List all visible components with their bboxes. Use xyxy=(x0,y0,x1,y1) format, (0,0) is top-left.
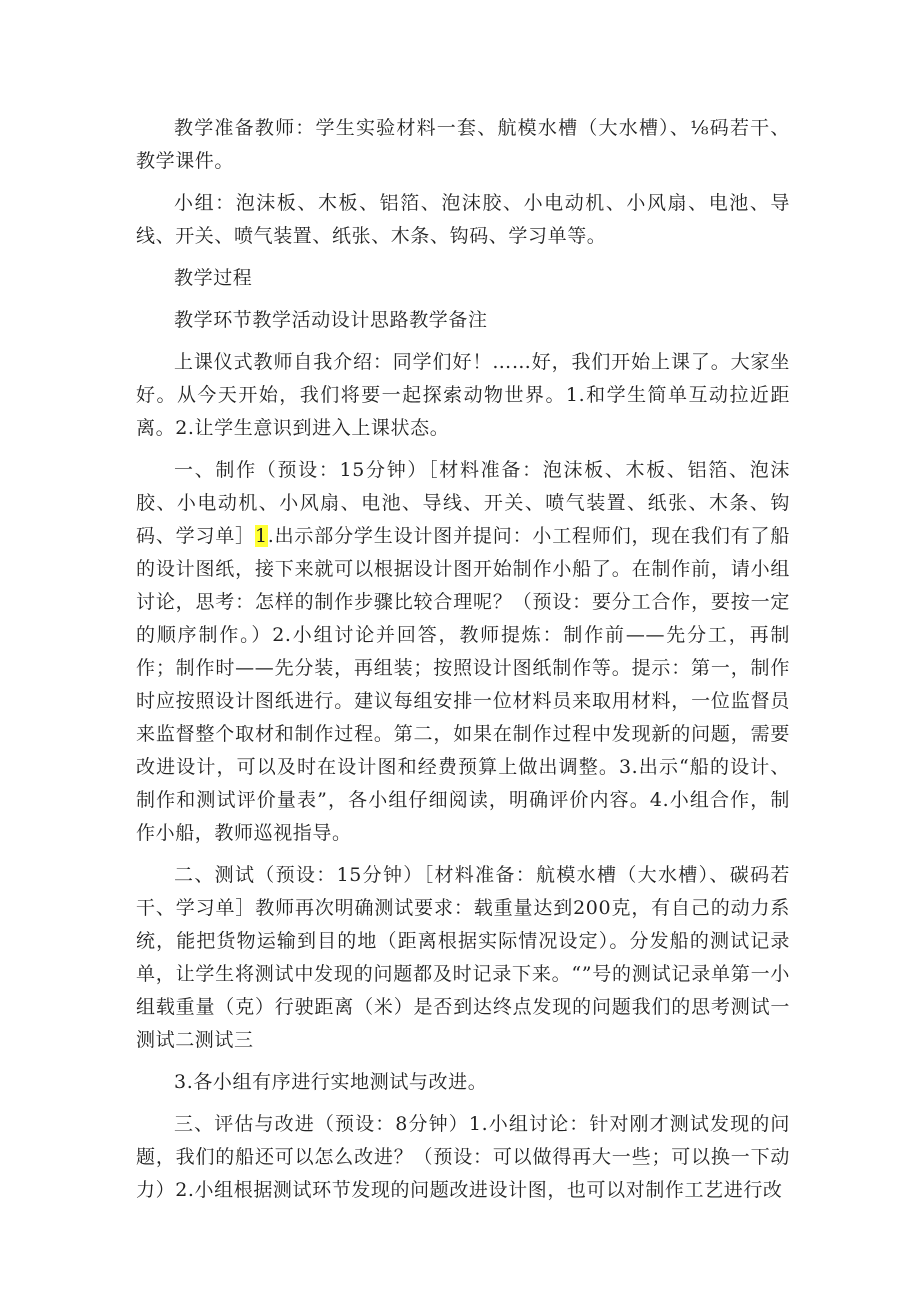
paragraph-table-header: 教学环节教学活动设计思路教学备注 xyxy=(174,309,488,331)
highlighted-number: 1 xyxy=(255,525,268,547)
paragraph-making xyxy=(136,454,790,850)
paragraph-testing-step: 3.各小组有序进行实地测试与改进。 xyxy=(174,1071,488,1093)
paragraph-preparation: 教学准备教师：学生实验材料一套、航模水槽（大水槽）、⅛码若干、教学课件。 xyxy=(136,117,790,172)
paragraph-group-materials: 小组：泡沫板、木板、铝箔、泡沫胶、小电动机、小风扇、电池、导线、开关、喷气装置、纸张、木条、钩码、学习单等。 xyxy=(136,192,790,247)
making-steps-text: .出示部分学生设计图并提问：小工程师们，现在我们有了船的设计图纸，接下来就可以根据设计图开始制作小船了。在制作前，请小组讨论，思考：怎样的制作步骤比较合理呢？（预设：要分工合作，要按一定的顺序制作。）2.小组讨论并回答，教师提炼：制作前——先分工，再制作；制作时——先分装，再组装；按照设计图纸制作等。提示：第一，制作时应按照设计图纸进行。建议每组安排一位材料员来取用材料，一位监督员来监督整个取材和制作过程。第二，如果在制作过程中发现新的问题，需要改进设计，可以及时在设计图和经费预算上做出调整。3.出示“船的设计、制作和测试评价量表”，各小组仔细阅读，明确评价内容。4.小组合作，制作小船，教师巡视指导。 xyxy=(136,525,790,844)
paragraph-process-heading: 教学过程 xyxy=(174,267,253,289)
paragraph-testing: 二、测试（预设：15分钟）［材料准备：航模水槽（大水槽）、碳码若干、学习单］教师再次明确测试要求：载重量达到200克，有自己的动力系统，能把货物运输到目的地（距离根据实际情况设定）。分发船的测试记录单，让学生将测试中发现的问题都及时记录下来。“”号的测试记录单第一小组载重量（克）行驶距离（米）是否到达终点发现的问题我们的思考测试一测试二测试三 xyxy=(136,864,790,1051)
paragraph-opening: 上课仪式教师自我介绍：同学们好！……好，我们开始上课了。大家坐好。从今天开始，我们将要一起探索动物世界。1.和学生简单互动拉近距离。2.让学生意识到进入上课状态。 xyxy=(136,351,790,439)
paragraph-evaluation: 三、评估与改进（预设：8分钟）1.小组讨论：针对刚才测试发现的问题，我们的船还可以怎么改进？（预设：可以做得再大一些；可以换一下动力）2.小组根据测试环节发现的问题改进设计图，也可以对制作工艺进行改 xyxy=(136,1113,790,1201)
making-intro-text: 一、制作（预设：15分钟）［材料准备：泡沫板、木板、铝箔、泡沫胶、小电动机、小风扇、电池、导线、开关、喷气装置、纸张、木条、钩码、学习单］ xyxy=(136,459,790,547)
document-body xyxy=(136,112,790,1207)
